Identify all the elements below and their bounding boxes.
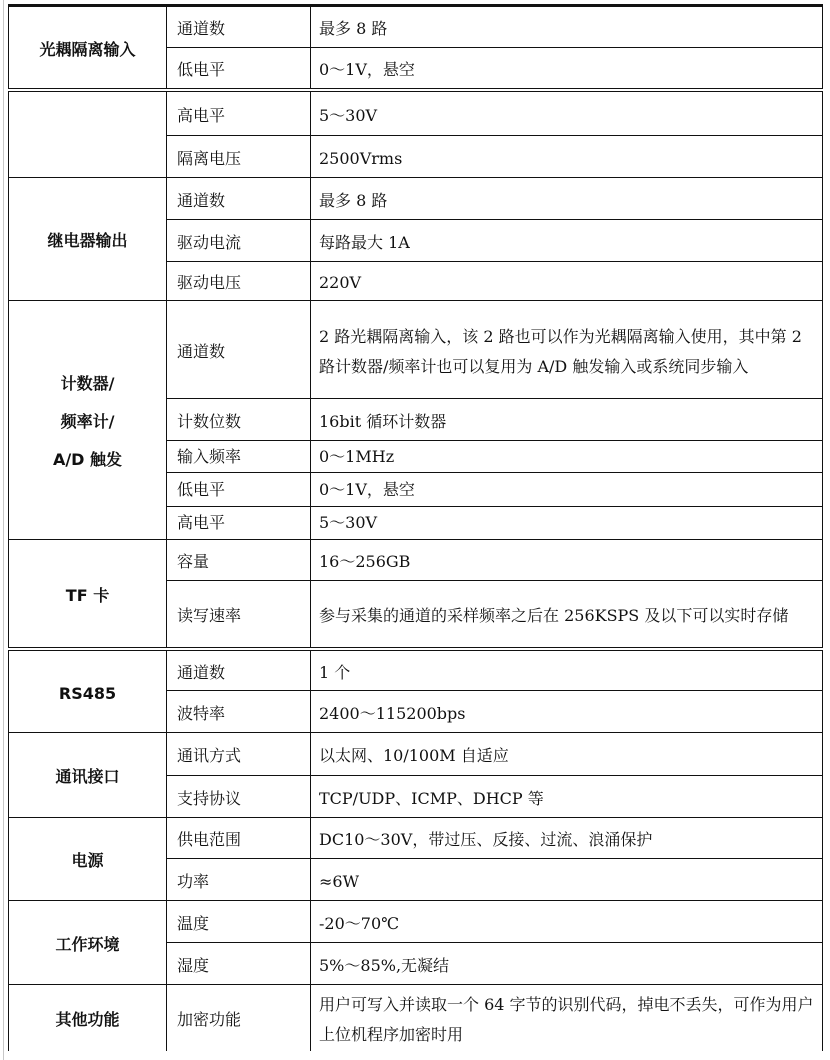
spec-key: 输入频率	[167, 441, 311, 473]
group-label	[9, 301, 167, 540]
table-row	[9, 901, 823, 943]
group-label: 通讯接口	[9, 733, 167, 818]
group-label: 光耦隔离输入	[9, 6, 167, 89]
spec-value: 0～1MHz	[311, 441, 823, 473]
spec-key: 通道数	[167, 178, 311, 220]
table-row	[9, 733, 823, 776]
table-row	[9, 178, 823, 220]
spec-key: 功率	[167, 859, 311, 901]
table-row	[9, 6, 823, 48]
spec-key: 容量	[167, 540, 311, 581]
group-label: 工作环境	[9, 901, 167, 985]
table-row	[9, 301, 823, 399]
spec-key: 湿度	[167, 943, 311, 985]
spec-value: 最多 8 路	[311, 178, 823, 220]
spec-key: 驱动电压	[167, 262, 311, 301]
spec-key: 波特率	[167, 691, 311, 733]
spec-value: 5～30V	[311, 92, 823, 136]
spec-key: 通道数	[167, 6, 311, 48]
spec-key: 通讯方式	[167, 733, 311, 776]
spec-key: 供电范围	[167, 818, 311, 859]
spec-key: 加密功能	[167, 985, 311, 1051]
group-label: 其他功能	[9, 985, 167, 1051]
spec-value: 最多 8 路	[311, 6, 823, 48]
spec-value: 2400～115200bps	[311, 691, 823, 733]
page-edge	[3, 0, 4, 1060]
spec-table-part-2	[8, 91, 823, 648]
spec-value: TCP/UDP、ICMP、DHCP 等	[311, 776, 823, 818]
spec-key: 低电平	[167, 473, 311, 507]
table-row	[9, 651, 823, 691]
spec-value: 2500Vrms	[311, 136, 823, 178]
spec-key: 计数位数	[167, 399, 311, 441]
spec-value: 以太网、10/100M 自适应	[311, 733, 823, 776]
spec-key: 驱动电流	[167, 220, 311, 262]
spec-value: 220V	[311, 262, 823, 301]
spec-value: 0～1V，悬空	[311, 473, 823, 507]
spec-value: 每路最大 1A	[311, 220, 823, 262]
spec-value: -20～70℃	[311, 901, 823, 943]
spec-key: 高电平	[167, 92, 311, 136]
spec-table-part-1	[8, 4, 823, 89]
group-label-line: 频率计/	[60, 412, 115, 431]
spec-key: 支持协议	[167, 776, 311, 818]
group-label: 电源	[9, 818, 167, 901]
spec-value: 16bit 循环计数器	[311, 399, 823, 441]
spec-value: 0～1V，悬空	[311, 48, 823, 89]
group-label: TF 卡	[9, 540, 167, 648]
group-label	[9, 92, 167, 178]
table-row	[9, 985, 823, 1051]
spec-value: 参与采集的通道的采样频率之后在 256KSPS 及以下可以实时存储	[311, 581, 823, 648]
table-row	[9, 92, 823, 136]
spec-value: 5～30V	[311, 507, 823, 540]
spec-value: 用户可写入并读取一个 64 字节的识别代码，掉电不丢失，可作为用户上位机程序加密时用	[311, 985, 823, 1051]
group-label: RS485	[9, 651, 167, 733]
spec-value: ≈6W	[311, 859, 823, 901]
spec-value: 16～256GB	[311, 540, 823, 581]
spec-key: 低电平	[167, 48, 311, 89]
spec-value: 2 路光耦隔离输入，该 2 路也可以作为光耦隔离输入使用，其中第 2 路计数器/频率计也可以复用为 A/D 触发输入或系统同步输入	[311, 301, 823, 399]
spec-value: DC10～30V，带过压、反接、过流、浪涌保护	[311, 818, 823, 859]
spec-value: 5%～85%,无凝结	[311, 943, 823, 985]
table-row	[9, 540, 823, 581]
spec-key: 通道数	[167, 651, 311, 691]
group-label-line: 计数器/	[60, 374, 115, 393]
group-label: 继电器输出	[9, 178, 167, 301]
spec-table-part-3	[8, 650, 823, 1051]
spec-key: 温度	[167, 901, 311, 943]
spec-key: 隔离电压	[167, 136, 311, 178]
spec-key: 通道数	[167, 301, 311, 399]
spec-value: 1 个	[311, 651, 823, 691]
table-row	[9, 818, 823, 859]
spec-key: 高电平	[167, 507, 311, 540]
spec-key: 读写速率	[167, 581, 311, 648]
group-label-line: A/D 触发	[52, 450, 123, 469]
